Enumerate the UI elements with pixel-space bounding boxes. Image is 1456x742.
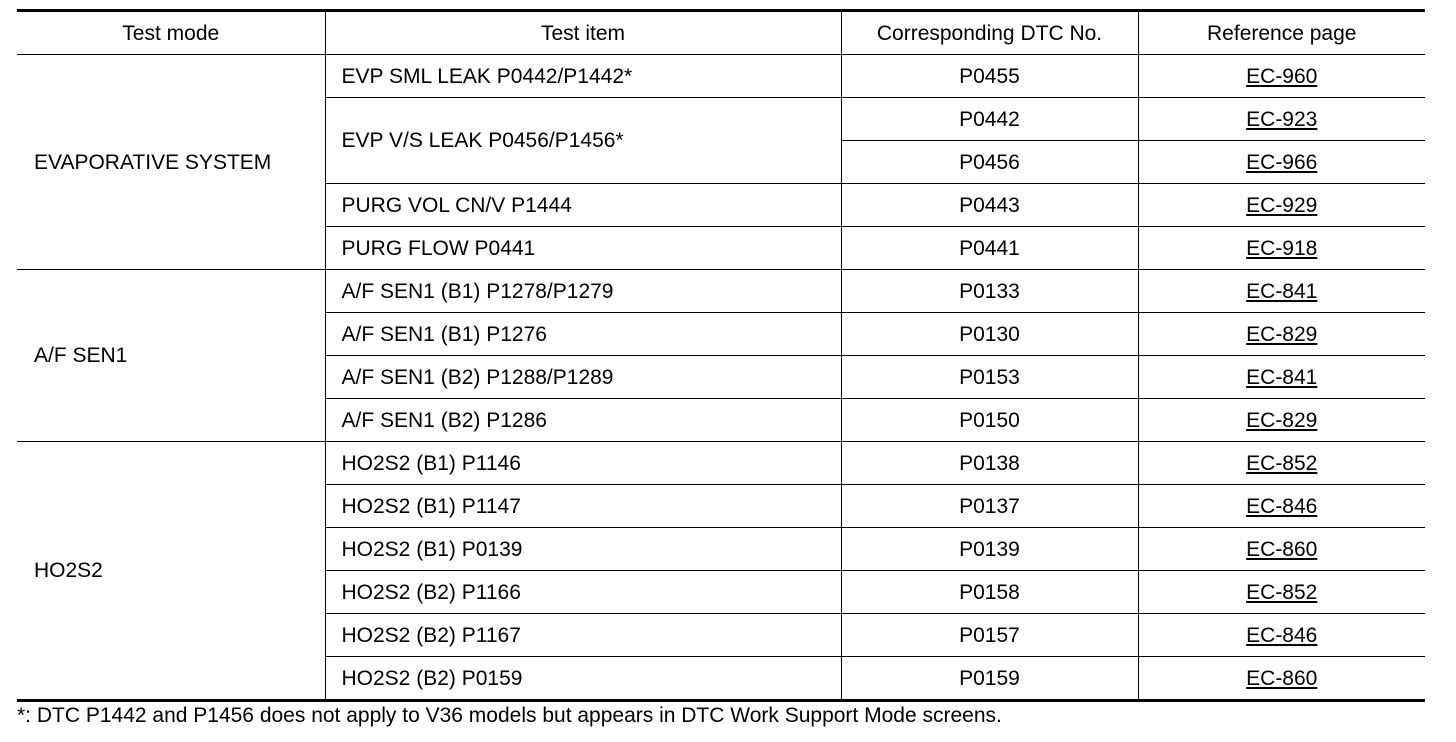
header-test-mode: Test mode — [17, 11, 325, 55]
dtc-number-cell: P0130 — [841, 313, 1138, 356]
reference-page-cell — [1138, 184, 1425, 227]
dtc-number-cell: P0138 — [841, 442, 1138, 485]
reference-page-cell — [1138, 614, 1425, 657]
dtc-number-cell: P0150 — [841, 399, 1138, 442]
test-item-cell: A/F SEN1 (B1) P1276 — [325, 313, 841, 356]
dtc-reference-table-container — [17, 9, 1425, 702]
reference-page-link[interactable]: EC-966 — [1246, 150, 1318, 174]
reference-page-link[interactable]: EC-860 — [1246, 666, 1318, 690]
dtc-number-cell: P0456 — [841, 141, 1138, 184]
test-item-cell: HO2S2 (B1) P0139 — [325, 528, 841, 571]
table-body — [17, 55, 1425, 701]
test-item-cell: A/F SEN1 (B2) P1286 — [325, 399, 841, 442]
test-item-cell: HO2S2 (B1) P1146 — [325, 442, 841, 485]
dtc-number-cell: P0153 — [841, 356, 1138, 399]
test-mode-cell: A/F SEN1 — [17, 270, 325, 442]
test-item-cell: A/F SEN1 (B1) P1278/P1279 — [325, 270, 841, 313]
table-row — [17, 442, 1425, 485]
header-test-item: Test item — [325, 11, 841, 55]
reference-page-cell — [1138, 227, 1425, 270]
table-row — [17, 270, 1425, 313]
reference-page-cell — [1138, 571, 1425, 614]
reference-page-cell — [1138, 657, 1425, 701]
reference-page-link[interactable]: EC-929 — [1246, 193, 1318, 217]
reference-page-cell — [1138, 528, 1425, 571]
dtc-number-cell: P0158 — [841, 571, 1138, 614]
dtc-number-cell: P0455 — [841, 55, 1138, 98]
dtc-reference-table — [17, 9, 1425, 702]
dtc-number-cell: P0137 — [841, 485, 1138, 528]
reference-page-link[interactable]: EC-860 — [1246, 537, 1318, 561]
reference-page-link[interactable]: EC-841 — [1246, 365, 1318, 389]
reference-page-cell — [1138, 98, 1425, 141]
reference-page-link[interactable]: EC-918 — [1246, 236, 1318, 260]
reference-page-link[interactable]: EC-829 — [1246, 322, 1318, 346]
header-dtc-no: Corresponding DTC No. — [841, 11, 1138, 55]
test-item-cell: HO2S2 (B2) P1166 — [325, 571, 841, 614]
test-item-cell: HO2S2 (B2) P1167 — [325, 614, 841, 657]
reference-page-link[interactable]: EC-841 — [1246, 279, 1318, 303]
dtc-number-cell: P0443 — [841, 184, 1138, 227]
dtc-number-cell: P0441 — [841, 227, 1138, 270]
dtc-number-cell: P0159 — [841, 657, 1138, 701]
reference-page-cell — [1138, 399, 1425, 442]
footnote: *: DTC P1442 and P1456 does not apply to V36 models but appears in DTC Work Support Mode screens. — [17, 704, 1002, 727]
dtc-number-cell: P0157 — [841, 614, 1138, 657]
reference-page-link[interactable]: EC-852 — [1246, 451, 1318, 475]
test-mode-cell: EVAPORATIVE SYSTEM — [17, 55, 325, 270]
dtc-number-cell: P0133 — [841, 270, 1138, 313]
reference-page-link[interactable]: EC-960 — [1246, 64, 1318, 88]
test-mode-cell: HO2S2 — [17, 442, 325, 701]
header-reference-page: Reference page — [1138, 11, 1425, 55]
reference-page-cell — [1138, 356, 1425, 399]
reference-page-link[interactable]: EC-846 — [1246, 494, 1318, 518]
dtc-number-cell: P0139 — [841, 528, 1138, 571]
reference-page-cell — [1138, 313, 1425, 356]
test-item-cell: EVP V/S LEAK P0456/P1456* — [325, 98, 841, 184]
table-row — [17, 55, 1425, 98]
test-item-cell: HO2S2 (B2) P0159 — [325, 657, 841, 701]
test-item-cell: PURG FLOW P0441 — [325, 227, 841, 270]
reference-page-link[interactable]: EC-923 — [1246, 107, 1318, 131]
reference-page-cell — [1138, 270, 1425, 313]
reference-page-link[interactable]: EC-829 — [1246, 408, 1318, 432]
dtc-number-cell: P0442 — [841, 98, 1138, 141]
test-item-cell: A/F SEN1 (B2) P1288/P1289 — [325, 356, 841, 399]
reference-page-cell — [1138, 55, 1425, 98]
reference-page-cell — [1138, 442, 1425, 485]
table-header-row — [17, 11, 1425, 55]
reference-page-cell — [1138, 141, 1425, 184]
reference-page-link[interactable]: EC-852 — [1246, 580, 1318, 604]
reference-page-cell — [1138, 485, 1425, 528]
test-item-cell: HO2S2 (B1) P1147 — [325, 485, 841, 528]
test-item-cell: EVP SML LEAK P0442/P1442* — [325, 55, 841, 98]
test-item-cell: PURG VOL CN/V P1444 — [325, 184, 841, 227]
reference-page-link[interactable]: EC-846 — [1246, 623, 1318, 647]
